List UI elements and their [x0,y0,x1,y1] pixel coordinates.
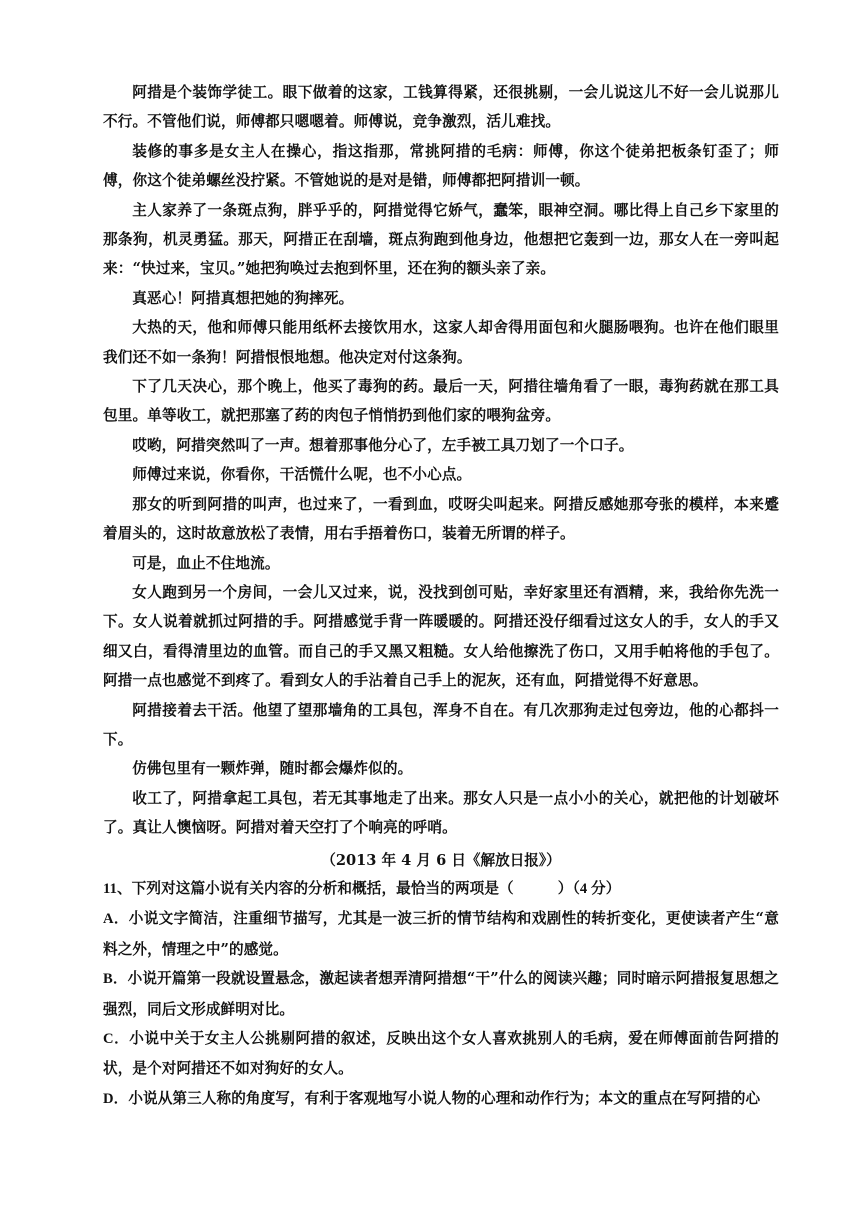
story-paragraph: 装修的事多是女主人在操心，指这指那，常挑阿措的毛病：师傅，你这个徒弟把板条钉歪了；师傅，你这个徒弟螺丝没拧紧。不管她说的是对是错，师傅都把阿措训一顿。 [103,142,779,190]
story-paragraph: 阿措是个装饰学徒工。眼下做着的这家，工钱算得紧，还很挑剔，一会儿说这儿不好一会儿说那儿不行。不管他们说，师傅都只嗯嗯着。师傅说，竞争激烈，活儿难找。 [103,84,779,131]
option-text: 小说开篇第一段就设置悬念，激起读者想弄清阿措想“干”什么的阅读兴趣；同时暗示阿措报复思想之强烈，同后文形成鲜明对比。 [103,970,780,1018]
question-11 [103,875,779,1114]
option-letter: B． [103,971,128,988]
option-b [103,964,779,1024]
story-paragraph: 主人家养了一条斑点狗，胖乎乎的，阿措觉得它娇气，蠢笨，眼神空洞。哪比得上自己乡下家里的那条狗，机灵勇猛。那天，阿措正在刮墙，斑点狗跑到他身边，他想把它轰到一边，那女人在一旁叫起来：“快过来，宝贝。”她把狗唤过去抱到怀里，还在狗的额头亲了亲。 [103,201,779,278]
story-paragraph: 师傅过来说，你看你，干活慌什么呢，也不小心点。 [132,466,472,484]
story-paragraph: 阿措接着去干活。他望了望那墙角的工具包，浑身不自在。有几次那狗走过包旁边，他的心都抖一下。 [103,701,779,748]
story-paragraph: 可是，血止不住地流。 [132,554,280,572]
story-paragraph: 下了几天决心，那个晚上，他买了毒狗的药。最后一天，阿措往墙角看了一眼，毒狗药就在那工具包里。单等收工，就把那塞了药的肉包子悄悄扔到他们家的喂狗盆旁。 [103,378,779,425]
option-text: 小说文字简洁，注重细节描写，尤其是一波三折的情节结构和戏剧性的转折变化，更使读者产生“意料之外，情理之中”的感觉。 [103,910,779,958]
option-letter: A． [103,911,129,928]
source-citation: （2013 年 4 月 6 日《解放日报》） [321,852,561,869]
option-c [103,1024,779,1084]
story-paragraph: 真恶心！阿措真想把她的狗摔死。 [132,289,354,307]
option-letter: D． [103,1090,129,1107]
story-paragraph: 女人跑到另一个房间，一会儿又过来，说，没找到创可贴，幸好家里还有酒精，来，我给你先洗一下。女人说着就抓过阿措的手。阿措感觉手背一阵暖暖的。阿措还没仔细看过这女人的手，女人的手又细又白，看得清里边的血管。而自己的手又黑又粗糙。女人给他擦洗了伤口，又用手帕将他的手包了。阿措一点也感觉不到疼了。看到女人的手沾着自己手上的泥灰，还有血，阿措觉得不好意思。 [103,583,779,690]
question-stem: 11、下列对这篇小说有关内容的分析和概括，最恰当的两项是（ ）（4 分） [103,881,621,897]
option-text: 小说中关于女主人公挑剔阿措的叙述，反映出这个女人喜欢挑别人的毛病，爱在师傅面前告阿措的状，是个对阿措还不如对狗好的女人。 [103,1030,779,1078]
option-letter: C． [103,1031,130,1048]
story-paragraph: 收工了，阿措拿起工具包，若无其事地走了出来。那女人只是一点小小的关心，就把他的计划破坏了。真让人懊恼呀。阿措对着天空打了个响亮的呼哨。 [103,789,779,837]
story-paragraph: 那女的听到阿措的叫声，也过来了，一看到血，哎呀尖叫起来。阿措反感她那夸张的模样，本来蹙着眉头的，这时故意放松了表情，用右手捂着伤口，装着无所谓的样子。 [103,495,779,543]
option-a [103,904,779,964]
story-paragraph: 哎哟，阿措突然叫了一声。想着那事他分心了，左手被工具刀划了一个口子。 [132,436,634,454]
story-paragraph: 大热的天，他和师傅只能用纸杯去接饮用水，这家人却舍得用面包和火腿肠喂狗。也许在他们眼里我们还不如一条狗！阿措恨恨地想。他决定对付这条狗。 [103,319,779,366]
story-text [103,78,779,843]
option-d [103,1084,779,1114]
option-text: 小说从第三人称的角度写，有利于客观地写小说人物的心理和动作行为；本文的重点在写阿措的心 [128,1089,761,1107]
story-paragraph: 仿佛包里有一颗炸弹，随时都会爆炸似的。 [132,760,413,778]
